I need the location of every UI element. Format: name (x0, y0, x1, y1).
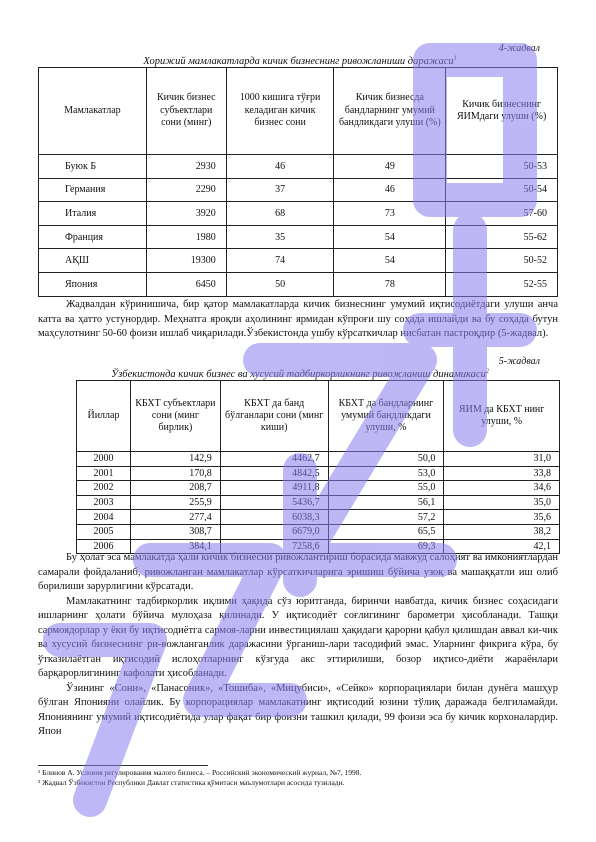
paragraph-3: Мамлакатнинг тадбиркорлик иқлими ҳақида сўз юритганда, биринчи навбатда, кичик бизнес соҳасидаги ишларнинг ҳолати бўйича мулоҳаза қилинади. У иқтисодиёт соғлигининг барометри ҳисобланади. Ташқи сармоядорлар у ёки бу иқтисодиётга сармоя-ларни инвестициялаш ҳақидаги қарорни қабул қилишдан аввал ки-чик ва хусусий бизнеснинг ри-вожланганлик даражасини ўрганиш-лари тасодифий эмас. Уларнинг фикрига кўра, бу ўтказилаётган иқтисодий ислоҳотларнинг кўзгуда акс эттирилиши, бозор иқтисо-диёти жараёнлари барқарорлигининг кафолати ҳисобланади. (38, 595, 558, 679)
table5-cell: 170,8 (130, 466, 220, 481)
table5-cell: 7258,6 (220, 539, 328, 554)
table4-cell: 2930 (146, 155, 226, 179)
table5-row (77, 452, 560, 467)
table4-header-cell: Кичик бизнесда бандларнинг умумий бандликдаги улуши (%) (334, 68, 446, 155)
table4 (38, 67, 558, 297)
table5-row (77, 510, 560, 525)
table4-cell: 78 (334, 272, 446, 296)
table4-cell: 46 (334, 178, 446, 202)
table5-caption-text: Ўзбекистонда кичик бизнес ва хусусий тадбиркорликнинг ривожланиш динамикаси (111, 369, 486, 380)
table4-caption (40, 56, 560, 67)
table4-cell: 54 (334, 225, 446, 249)
table5-cell: 2000 (77, 452, 131, 467)
table4-cell: 55-62 (446, 225, 558, 249)
table4-cell: Буюк Б (39, 155, 147, 179)
footnotes (38, 768, 558, 788)
paragraph-2: Бу ҳолат эса мамлакатда ҳали кичик бизнесни ривожлантириш борасида мавжуд салоҳият ва имкониятлардан самарали фойдаланиб, ривожланган мамлакатлар кўрсаткичларига эришиш бўйича узоқ ва машаққатли иш олиб борилиши зарурлигини кўрсатади. (38, 552, 558, 592)
table5-cell: 308,7 (130, 524, 220, 539)
footnote-divider (38, 765, 208, 766)
table5-row (77, 524, 560, 539)
paragraph-4: Ўзининг «Сони», «Панасоник», «Тошиба», «Мицубиси», «Сейко» корпорациялари билан дунёга машҳур бўлган Японияни олайлик. Бу корпорациялар мамлакатнинг иқтисодий юзини тўлиқ даражада белгиламайди. Япониянинг умумий иқтисодиётида улар фақат бир фоизни ташкил қилади, 99 фоизи эса бу кичик корхоналардир. Япон (38, 682, 558, 737)
table5-cell: 255,9 (130, 495, 220, 510)
table5-cell: 53,0 (328, 466, 444, 481)
table5-cell: 35,0 (444, 495, 560, 510)
table5-cell: 4911,8 (220, 481, 328, 496)
table4-cell: 50-53 (446, 155, 558, 179)
table5-header-row (77, 381, 560, 452)
table5-cell: 2006 (77, 539, 131, 554)
table5-row (77, 481, 560, 496)
table5-cell: 277,4 (130, 510, 220, 525)
table4-cell: 54 (334, 249, 446, 273)
table5-row (77, 495, 560, 510)
table5-cell: 31,0 (444, 452, 560, 467)
table5-cell: 4462,7 (220, 452, 328, 467)
table5-cell: 34,6 (444, 481, 560, 496)
table5-caption (40, 369, 560, 380)
table5-cell: 50,0 (328, 452, 444, 467)
table5-caption-footnote-ref: 2 (485, 368, 489, 375)
table5-header-cell: Йиллар (77, 381, 131, 452)
table4-cell: 46 (226, 155, 334, 179)
table4-cell: 49 (334, 155, 446, 179)
table4-cell: 57-60 (446, 202, 558, 226)
table4-cell: Япония (39, 272, 147, 296)
table4-caption-footnote-ref: 1 (453, 55, 457, 62)
table4-cell: 50 (226, 272, 334, 296)
table4-cell: Франция (39, 225, 147, 249)
footnote-1: ¹ Блинов А. Условия регулирования малого бизнеса. – Российский экономический журнал, №7, 1998. (38, 768, 362, 777)
paragraph-1: Жадвалдан кўринишича, бир қатор мамлакатларда кичик бизнеснинг умумий иқтисодиётдаги улуши анча катта ва ҳатто устунордир. Меҳнатга яроқли аҳолининг ярмидан кўпроғи шу соҳада ишлайди ва бу соҳада бутун маҳсулотнинг 50-60 фоизи ишлаб чиқарилади.Ўзбекистонда ушбу кўрсаткичлар нисбатан пастроқдир (5-жадвал). (38, 299, 558, 339)
table5-cell: 56,1 (328, 495, 444, 510)
table4-cell: 52-55 (446, 272, 558, 296)
table4-cell: 50-54 (446, 178, 558, 202)
table4-cell: Италия (39, 202, 147, 226)
table5-header-cell: КБХТ да бандларнинг умумий бандликдаги улуши, % (328, 381, 444, 452)
table4-row (39, 155, 558, 179)
table4-row (39, 202, 558, 226)
table5-header-cell: КБХТ субъектлари сони (минг бирлик) (130, 381, 220, 452)
table5 (76, 380, 560, 554)
table4-cell: 35 (226, 225, 334, 249)
table5-cell: 2003 (77, 495, 131, 510)
table5-cell: 38,2 (444, 524, 560, 539)
table5-cell: 69,3 (328, 539, 444, 554)
table4-cell: 37 (226, 178, 334, 202)
table4-cell: 74 (226, 249, 334, 273)
table5-cell: 55,0 (328, 481, 444, 496)
table5-cell: 4842,5 (220, 466, 328, 481)
table5-cell: 2001 (77, 466, 131, 481)
table4-cell: 19300 (146, 249, 226, 273)
table5-cell: 57,2 (328, 510, 444, 525)
table5-cell: 33,8 (444, 466, 560, 481)
table5-cell: 6679,0 (220, 524, 328, 539)
table5-cell: 384,1 (130, 539, 220, 554)
table5-cell: 35,6 (444, 510, 560, 525)
table4-header-row (39, 68, 558, 155)
table4-cell: 6450 (146, 272, 226, 296)
table5-cell: 5436,7 (220, 495, 328, 510)
table5-cell: 65,5 (328, 524, 444, 539)
body-text (38, 551, 558, 740)
table5-number: 5-жадвал (498, 356, 540, 367)
table4-cell: 68 (226, 202, 334, 226)
table5-header-cell: КБХТ да банд бўлганлари сони (минг киши) (220, 381, 328, 452)
table4-cell: 3920 (146, 202, 226, 226)
table4-header-cell: 1000 кишига тўғри келадиган кичик бизнес сони (226, 68, 334, 155)
table4-header-cell: Кичик бизнеснинг ЯИМдаги улуши (%) (446, 68, 558, 155)
table4-header-cell: Мамлакатлар (39, 68, 147, 155)
table4-cell: Германия (39, 178, 147, 202)
table5-header-cell: ЯИМ да КБХТ нинг улуши, % (444, 381, 560, 452)
table4-number: 4-жадвал (498, 43, 540, 54)
table4-row (39, 225, 558, 249)
table4-cell: АҚШ (39, 249, 147, 273)
table5-cell: 42,1 (444, 539, 560, 554)
table4-cell: 2290 (146, 178, 226, 202)
table4-cell: 73 (334, 202, 446, 226)
table4-caption-text: Хорижий мамлакатларда кичик бизнеснинг ривожланиши даражаси (143, 56, 454, 67)
table5-cell: 142,9 (130, 452, 220, 467)
footnote-2: ² Жадвал Ўзбекистон Республики Давлат статистика қўмитаси маълумотлари асосида тузилади. (38, 778, 345, 787)
table4-row (39, 178, 558, 202)
table4-cell: 50-52 (446, 249, 558, 273)
table5-cell: 208,7 (130, 481, 220, 496)
table5-cell: 2005 (77, 524, 131, 539)
table4-header-cell: Кичик бизнес субъектлари сони (минг) (146, 68, 226, 155)
table4-cell: 1980 (146, 225, 226, 249)
table4-row (39, 249, 558, 273)
table5-cell: 2004 (77, 510, 131, 525)
table5-cell: 2002 (77, 481, 131, 496)
table5-cell: 6038,3 (220, 510, 328, 525)
table4-row (39, 272, 558, 296)
table5-row (77, 466, 560, 481)
